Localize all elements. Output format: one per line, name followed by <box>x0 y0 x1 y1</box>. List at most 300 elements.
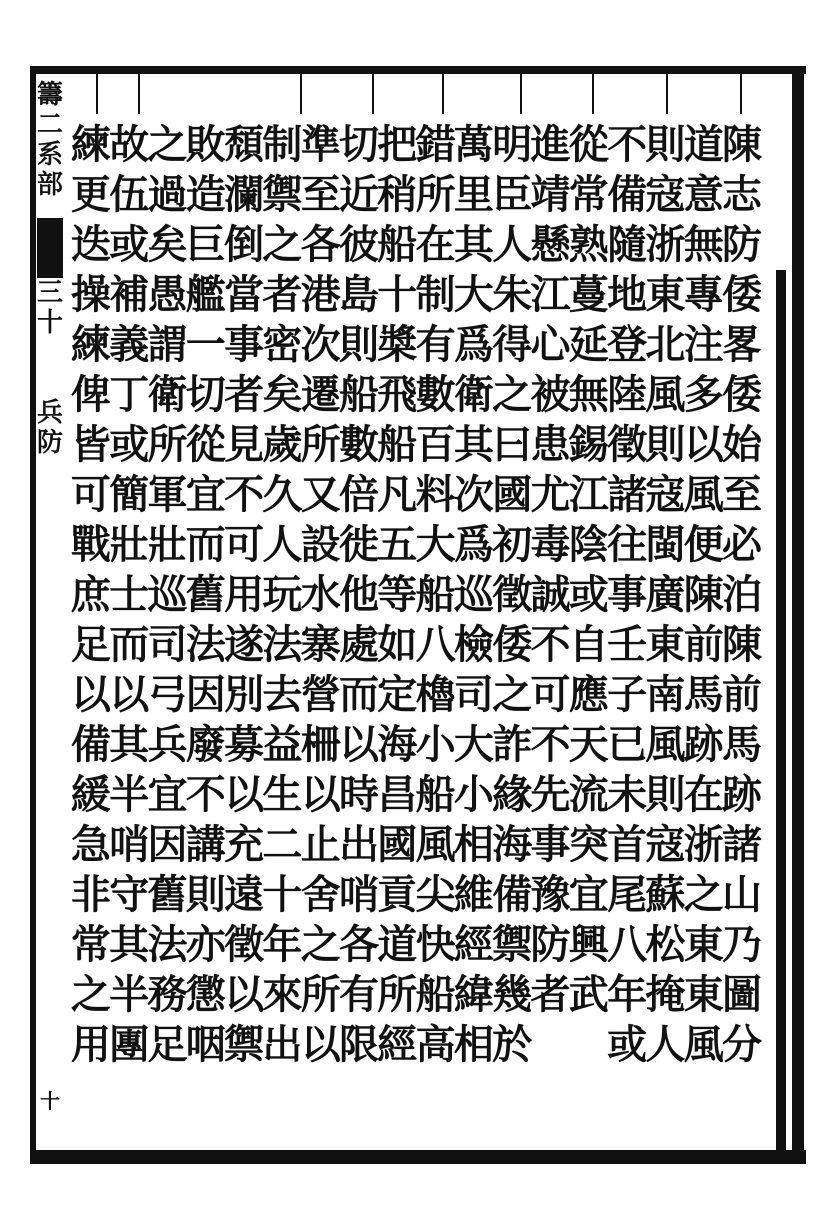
character: 法 <box>185 621 226 668</box>
character: 以 <box>300 771 341 818</box>
character: 豫 <box>530 871 571 918</box>
margin-mark: 籌 <box>36 80 63 110</box>
character: 人 <box>645 1021 686 1068</box>
character: 患 <box>530 421 571 468</box>
character: 大 <box>453 271 494 318</box>
character: 準 <box>300 121 341 168</box>
character: 所 <box>300 421 341 468</box>
character: 法 <box>262 621 303 668</box>
character: 壯 <box>147 521 188 568</box>
character: 遷 <box>300 371 341 418</box>
character: 其 <box>109 921 150 968</box>
character: 備 <box>607 171 648 218</box>
character: 限 <box>339 1021 379 1068</box>
character: 所 <box>147 421 188 468</box>
character: 流 <box>568 771 609 818</box>
character: 而 <box>185 521 226 568</box>
character: 或 <box>607 1021 648 1068</box>
text-column-13 <box>260 120 304 1070</box>
character: 以 <box>683 421 724 468</box>
column-rule <box>592 74 594 114</box>
character: 相 <box>453 821 494 868</box>
character: 櫓 <box>415 671 456 718</box>
character: 者 <box>530 971 571 1018</box>
character: 風 <box>683 471 724 518</box>
character: 爲 <box>453 321 494 368</box>
character: 庶 <box>70 571 111 618</box>
character: 倒 <box>224 221 265 268</box>
character: 人 <box>492 221 533 268</box>
character: 船 <box>377 221 418 268</box>
character: 分 <box>722 1021 762 1068</box>
character: 多 <box>683 371 724 418</box>
text-column-10 <box>375 120 419 1070</box>
character: 延 <box>568 321 609 368</box>
character: 事 <box>530 821 571 868</box>
character: 江 <box>530 271 571 318</box>
character: 浙 <box>683 821 724 868</box>
page-number: 十 <box>40 1089 60 1113</box>
character: 道 <box>683 121 724 168</box>
character: 大 <box>453 721 494 768</box>
character: 因 <box>185 671 226 718</box>
text-column-16 <box>146 120 190 1070</box>
character: 東 <box>645 271 686 318</box>
character: 瀾 <box>224 171 265 218</box>
character: 往 <box>607 521 648 568</box>
character: 興 <box>568 921 609 968</box>
character: 曰 <box>492 421 533 468</box>
character: 益 <box>262 721 303 768</box>
text-column-14 <box>222 120 266 1070</box>
text-column-4 <box>605 120 649 1070</box>
character: 天 <box>568 721 609 768</box>
column-rule <box>96 74 98 114</box>
character: 意 <box>683 171 724 218</box>
character: 巨 <box>185 221 226 268</box>
character: 料 <box>415 471 456 518</box>
character: 人 <box>262 521 303 568</box>
character: 至 <box>300 171 341 218</box>
character: 東 <box>683 921 724 968</box>
character: 愚 <box>147 271 188 318</box>
character: 營 <box>300 671 341 718</box>
character: 船 <box>415 571 456 618</box>
character: 時 <box>339 771 379 818</box>
character: 造 <box>185 171 226 218</box>
character: 切 <box>339 121 379 168</box>
character: 制 <box>415 271 456 318</box>
character: 乃 <box>722 921 762 968</box>
character: 昌 <box>377 771 418 818</box>
character: 不 <box>530 621 571 668</box>
character: 司 <box>147 621 188 668</box>
character: 衛 <box>453 371 494 418</box>
character: 其 <box>109 721 150 768</box>
character: 如 <box>377 621 418 668</box>
character: 以 <box>339 721 379 768</box>
character: 而 <box>339 671 379 718</box>
character: 經 <box>377 1021 418 1068</box>
character: 急 <box>70 821 111 868</box>
character: 朱 <box>492 271 533 318</box>
character: 久 <box>262 471 303 518</box>
character: 蔓 <box>568 271 609 318</box>
character: 用 <box>70 1021 111 1068</box>
character: 彼 <box>339 221 379 268</box>
character: 法 <box>147 921 188 968</box>
character: 倭 <box>492 621 533 668</box>
character: 壬 <box>607 621 648 668</box>
character: 來 <box>262 971 303 1018</box>
column-rule <box>138 74 140 114</box>
character: 臣 <box>492 171 533 218</box>
character: 練 <box>70 321 111 368</box>
character: 凡 <box>377 471 418 518</box>
character: 倍 <box>339 471 379 518</box>
character: 制 <box>262 121 303 168</box>
character: 首 <box>607 821 648 868</box>
character: 則 <box>645 771 686 818</box>
character: 無 <box>568 371 609 418</box>
character: 風 <box>683 1021 724 1068</box>
character: 毒 <box>530 521 571 568</box>
character: 經 <box>453 921 494 968</box>
character: 可 <box>224 521 265 568</box>
character: 始 <box>722 421 762 468</box>
character: 南 <box>645 671 686 718</box>
character: 之 <box>70 971 111 1018</box>
character: 小 <box>415 721 456 768</box>
character: 頹 <box>224 121 265 168</box>
character: 柵 <box>300 721 341 768</box>
character: 倭 <box>722 271 762 318</box>
character: 募 <box>224 721 265 768</box>
character: 歲 <box>262 421 303 468</box>
character: 寇 <box>645 821 686 868</box>
character: 登 <box>607 321 648 368</box>
character: 密 <box>262 321 303 368</box>
character: 注 <box>683 321 724 368</box>
character: 維 <box>453 871 494 918</box>
character: 徵 <box>224 921 265 968</box>
character: 巡 <box>453 571 494 618</box>
character: 緯 <box>453 971 494 1018</box>
character: 近 <box>339 171 379 218</box>
character: 咽 <box>185 1021 226 1068</box>
character: 出 <box>339 821 379 868</box>
character: 高 <box>415 1021 456 1068</box>
character: 跡 <box>722 771 762 818</box>
character: 里 <box>453 171 494 218</box>
character: 徙 <box>339 521 379 568</box>
character: 地 <box>607 271 648 318</box>
character: 陳 <box>683 571 724 618</box>
character: 遠 <box>224 871 265 918</box>
character: 五 <box>377 521 418 568</box>
character: 東 <box>645 621 686 668</box>
character: 矣 <box>262 371 303 418</box>
character: 初 <box>492 521 533 568</box>
character: 熟 <box>568 221 609 268</box>
character: 亦 <box>185 921 226 968</box>
character: 定 <box>377 671 418 718</box>
column-rule <box>442 74 444 114</box>
character: 各 <box>300 221 341 268</box>
character: 在 <box>415 221 456 268</box>
character: 又 <box>300 471 341 518</box>
character: 國 <box>492 471 533 518</box>
character: 以 <box>109 671 150 718</box>
character: 而 <box>109 621 150 668</box>
character: 十 <box>377 271 418 318</box>
character: 諸 <box>607 471 648 518</box>
text-column-1 <box>720 120 764 1070</box>
character: 被 <box>530 371 571 418</box>
character: 備 <box>70 721 111 768</box>
character: 十 <box>262 871 303 918</box>
character: 誠 <box>530 571 571 618</box>
right-inner-border <box>776 270 786 1150</box>
character: 陰 <box>568 521 609 568</box>
character: 之 <box>262 221 303 268</box>
character: 諸 <box>722 821 762 868</box>
character: 懲 <box>185 971 226 1018</box>
character: 以 <box>224 971 265 1018</box>
character: 禦 <box>492 921 533 968</box>
text-column-12 <box>299 120 343 1070</box>
character: 進 <box>530 121 571 168</box>
character: 生 <box>262 771 303 818</box>
character: 補 <box>109 271 150 318</box>
character: 山 <box>722 871 762 918</box>
character: 之 <box>683 871 724 918</box>
text-column-11 <box>337 120 381 1070</box>
character: 衛 <box>147 371 188 418</box>
character: 圖 <box>722 971 762 1018</box>
text-column-7 <box>490 120 534 1070</box>
character: 宜 <box>147 771 188 818</box>
character: 士 <box>109 571 150 618</box>
character: 幾 <box>492 971 533 1018</box>
character: 皆 <box>70 421 111 468</box>
character: 便 <box>683 521 724 568</box>
character: 簡 <box>109 471 150 518</box>
character: 足 <box>70 621 111 668</box>
column-rule <box>520 74 522 114</box>
character: 舊 <box>185 571 226 618</box>
character: 船 <box>339 371 379 418</box>
character: 壯 <box>109 521 150 568</box>
character: 寨 <box>300 621 341 668</box>
character: 謂 <box>147 321 188 368</box>
column-rule <box>740 74 742 114</box>
character: 海 <box>492 821 533 868</box>
character: 泊 <box>722 571 762 618</box>
character: 心 <box>530 321 571 368</box>
character: 隨 <box>607 221 648 268</box>
character: 錯 <box>415 121 456 168</box>
text-column-18 <box>69 120 113 1070</box>
character: 船 <box>415 971 456 1018</box>
character: 之 <box>300 921 341 968</box>
character: 緣 <box>492 771 533 818</box>
character: 陳 <box>722 121 762 168</box>
character: 足 <box>147 1021 188 1068</box>
character: 宜 <box>185 471 226 518</box>
character: 浙 <box>645 221 686 268</box>
character: 矣 <box>147 221 188 268</box>
character: 不 <box>530 721 571 768</box>
character: 其 <box>453 421 494 468</box>
character: 哨 <box>339 871 379 918</box>
character: 陸 <box>607 371 648 418</box>
character: 之 <box>492 671 533 718</box>
character: 事 <box>224 321 265 368</box>
column-rule <box>666 74 668 114</box>
character: 禦 <box>262 171 303 218</box>
character: 二 <box>262 821 303 868</box>
character: 志 <box>722 171 762 218</box>
character: 或 <box>568 571 609 618</box>
character: 寇 <box>645 471 686 518</box>
character: 稍 <box>377 171 418 218</box>
text-column-17 <box>107 120 151 1070</box>
character: 東 <box>683 971 724 1018</box>
character: 未 <box>607 771 648 818</box>
character: 錫 <box>568 421 609 468</box>
character: 小 <box>453 771 494 818</box>
character: 八 <box>607 921 648 968</box>
character: 充 <box>224 821 265 868</box>
character: 把 <box>377 121 418 168</box>
frame-bottom-border <box>36 1150 806 1164</box>
frame-top-border <box>30 66 806 74</box>
character: 他 <box>339 571 379 618</box>
character: 備 <box>492 871 533 918</box>
character: 得 <box>492 321 533 368</box>
character: 貢 <box>377 871 418 918</box>
character: 數 <box>339 421 379 468</box>
character: 飛 <box>377 371 418 418</box>
character: 不 <box>607 121 648 168</box>
frame-right-border <box>792 66 804 1164</box>
character: 戰 <box>70 521 111 568</box>
character: 八 <box>415 621 456 668</box>
character: 一 <box>185 321 226 368</box>
character: 詐 <box>492 721 533 768</box>
character: 數 <box>415 371 456 418</box>
character: 次 <box>453 471 494 518</box>
character: 弓 <box>147 671 188 718</box>
character: 至 <box>722 471 762 518</box>
character: 可 <box>530 671 571 718</box>
character: 有 <box>415 321 456 368</box>
character: 年 <box>262 921 303 968</box>
character: 俾 <box>70 371 111 418</box>
character: 北 <box>645 321 686 368</box>
character: 松 <box>645 921 686 968</box>
character: 丁 <box>109 371 150 418</box>
text-column-8 <box>452 120 496 1070</box>
character: 止 <box>300 821 341 868</box>
character: 兵 <box>147 721 188 768</box>
character: 團 <box>109 1021 150 1068</box>
character: 所 <box>300 971 341 1018</box>
character: 出 <box>262 1021 303 1068</box>
character: 倭 <box>722 371 762 418</box>
character: 因 <box>147 821 188 868</box>
character: 萬 <box>453 121 494 168</box>
character: 大 <box>415 521 456 568</box>
character: 可 <box>70 471 111 518</box>
character: 武 <box>568 971 609 1018</box>
text-column-15 <box>184 120 228 1070</box>
character: 以 <box>300 1021 341 1068</box>
character: 爲 <box>453 521 494 568</box>
text-column-9 <box>414 120 458 1070</box>
character: 風 <box>645 371 686 418</box>
character: 道 <box>377 921 418 968</box>
character: 次 <box>300 321 341 368</box>
character: 畧 <box>722 321 762 368</box>
character: 則 <box>185 871 226 918</box>
character: 常 <box>568 171 609 218</box>
character: 徵 <box>607 421 648 468</box>
character: 艦 <box>185 271 226 318</box>
character: 或 <box>109 221 150 268</box>
character: 在 <box>683 771 724 818</box>
character: 從 <box>185 421 226 468</box>
character: 義 <box>109 321 150 368</box>
character: 百 <box>415 421 456 468</box>
character: 防 <box>530 921 571 968</box>
character: 司 <box>453 671 494 718</box>
character: 突 <box>568 821 609 868</box>
character: 馬 <box>722 721 762 768</box>
character: 海 <box>377 721 418 768</box>
character: 見 <box>224 421 265 468</box>
character: 去 <box>262 671 303 718</box>
character: 事 <box>607 571 648 618</box>
character: 常 <box>70 921 111 968</box>
character: 更 <box>70 171 111 218</box>
character: 風 <box>645 721 686 768</box>
character: 有 <box>339 971 379 1018</box>
character: 則 <box>645 421 686 468</box>
character: 前 <box>683 621 724 668</box>
character: 徵 <box>492 571 533 618</box>
character: 懸 <box>530 221 571 268</box>
margin-mark: 二 <box>36 110 63 140</box>
character: 練 <box>70 121 111 168</box>
character: 等 <box>377 571 418 618</box>
character: 則 <box>339 321 379 368</box>
character: 寇 <box>645 171 686 218</box>
column-rule <box>372 74 374 114</box>
character: 必 <box>722 521 762 568</box>
character: 國 <box>377 821 418 868</box>
margin-mark: 部 <box>36 170 63 200</box>
character: 伍 <box>109 171 150 218</box>
character: 講 <box>185 821 226 868</box>
character: 之 <box>147 121 188 168</box>
character: 專 <box>683 271 724 318</box>
character: 閩 <box>645 521 686 568</box>
character: 快 <box>415 921 456 968</box>
character: 半 <box>109 971 150 1018</box>
text-column-5 <box>567 120 611 1020</box>
